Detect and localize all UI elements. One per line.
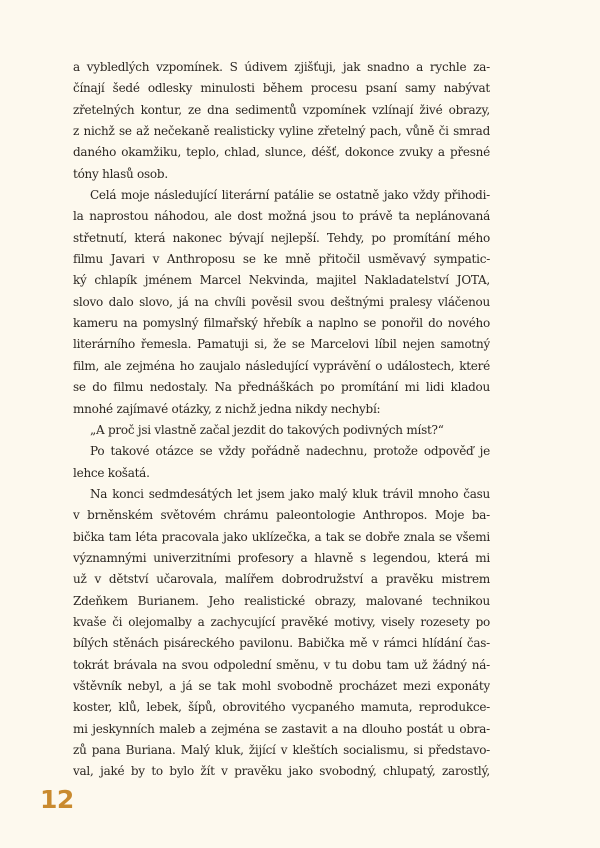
text-line: mnohé zajímavé otázky, z nichž jedna nikdy nechybí: [73, 401, 381, 416]
text-line: tóny hlasů osob. [73, 166, 168, 181]
text-line: mi jeskynních maleb a zejména se zastavit a na dlouho postát u obra- [73, 721, 490, 736]
text-line: la naprostou náhodou, ale dost možná jsou to právě ta neplánovaná [73, 209, 490, 224]
text-line: tokrát brávala na svou odpolední směnu, v tu dobu tam už žádný ná- [73, 657, 490, 672]
text-line: Zdeňkem Burianem. Jeho realistické obrazy, malované technikou [73, 593, 490, 608]
text-line: film, ale zejména ho zaujalo následující vyprávění o událostech, které [73, 358, 490, 373]
text-line: daného okamžiku, teplo, chlad, slunce, déšť, dokonce zvuky a přesné [73, 145, 490, 160]
text-line: kvaše či olejomalby a zachycující pravěké motivy, visely rozesety po [73, 614, 490, 629]
text-line: v brněnském světovém chrámu paleontologie Anthropos. Moje ba- [73, 508, 490, 523]
text-line: čínají šedé odlesky minulosti během procesu psaní samy nabývat [73, 81, 490, 96]
page-number: 12 [40, 785, 74, 814]
text-line: „A proč jsi vlastně začal jezdit do takových podivných míst?“ [90, 422, 444, 437]
text-line: bička tam léta pracovala jako uklízečka, a tak se dobře znala se všemi [73, 529, 490, 544]
text-line: koster, klů, lebek, šípů, obrovitého vycpaného mamuta, reprodukce- [73, 700, 490, 715]
text-line: kameru na pomyslný filmařský hřebík a naplno se ponořil do nového [73, 316, 490, 331]
text-line: Na konci sedmdesátých let jsem jako malý kluk trávil mnoho času [90, 486, 490, 501]
body-text [73, 57, 490, 783]
text-line: zřetelných kontur, ze dna sedimentů vzpomínek vzlínají živé obrazy, [73, 102, 490, 117]
text-line: filmu Javari v Anthroposu se ke mně přitočil usměvavý sympatic- [73, 252, 490, 267]
text-line: literárního řemesla. Pamatuji si, že se Marcelovi líbil nejen samotný [73, 337, 490, 352]
text-line: vštěvník nebyl, a já se tak mohl svobodně procházet mezi exponáty [73, 678, 490, 693]
text-line: bílých stěnách pisáreckého pavilonu. Babička mě v rámci hlídání čas- [73, 636, 490, 651]
text-line: Celá moje následující literární patálie se ostatně jako vždy přihodi- [90, 188, 490, 203]
text-line: zů pana Buriana. Malý kluk, žijící v kleštích socialismu, si představo- [73, 743, 490, 757]
text-line: a vybledlých vzpomínek. S údivem zjišťuji, jak snadno a rychle za- [73, 60, 490, 74]
text-line: se do filmu nedostaly. Na přednáškách po promítání mi lidi kladou [73, 380, 490, 395]
text-line: ký chlapík jménem Marcel Nekvinda, majitel Nakladatelství JOTA, [73, 273, 490, 288]
text-line: už v dětství učarovala, malířem dobrodružství a pravěku mistrem [73, 572, 490, 587]
text-line: Po takové otázce se vždy pořádně nadechnu, protože odpověď je [90, 444, 490, 459]
text-line: střetnutí, která nakonec bývají nejlepší. Tehdy, po promítání mého [73, 230, 490, 245]
text-line: lehce košatá. [73, 465, 150, 480]
text-line: slovo dalo slovo, já na chvíli pověsil svou deštnými pralesy vláčenou [73, 294, 490, 309]
text-line: významnými univerzitními profesory a hlavně s legendou, která mi [73, 550, 490, 565]
text-line: val, jaké by to bylo žít v pravěku jako svobodný, chlupatý, zarostlý, [73, 764, 490, 779]
text-line: z nichž se až nečekaně realisticky vyline zřetelný pach, vůně či smrad [73, 124, 490, 139]
